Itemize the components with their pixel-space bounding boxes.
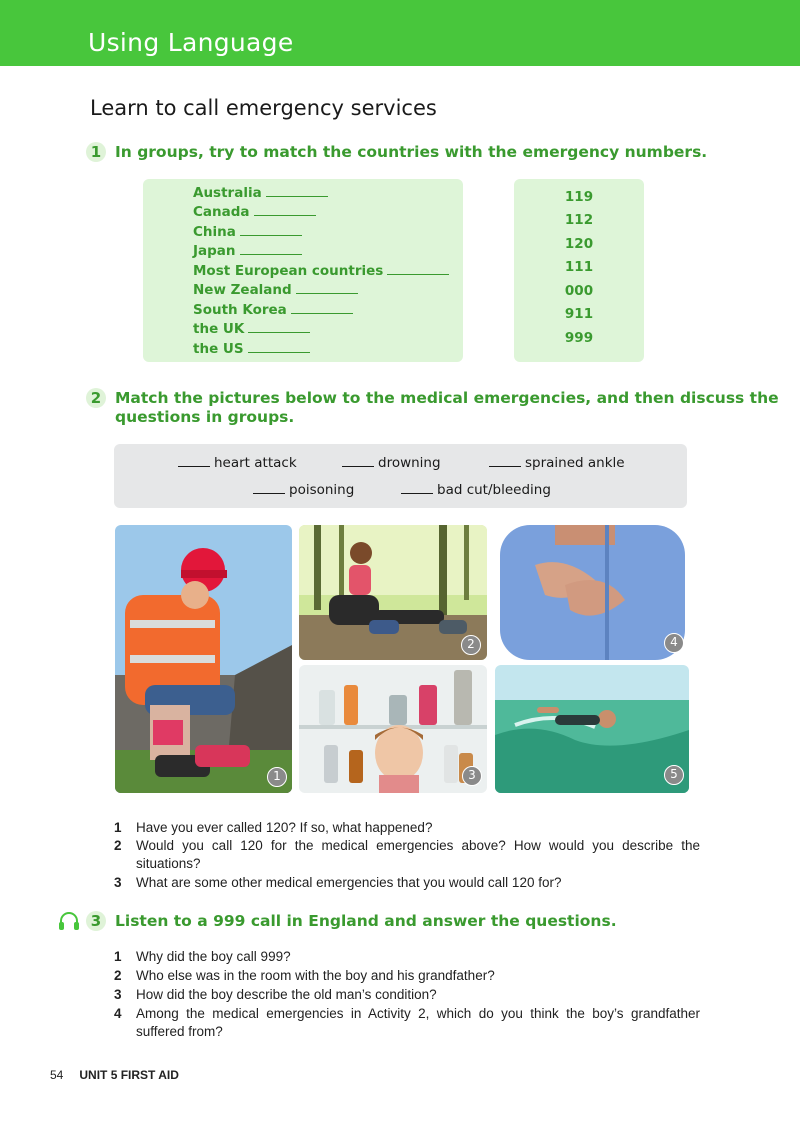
page-header-title: Using Language bbox=[88, 28, 294, 57]
choice-heart-attack: heart attack bbox=[178, 455, 297, 471]
photo-bad-cut bbox=[115, 525, 292, 793]
emergency-number: 120 bbox=[564, 236, 594, 252]
emergency-number: 112 bbox=[564, 212, 594, 228]
country-item: the UK bbox=[193, 321, 310, 337]
choice-drowning: drowning bbox=[342, 455, 441, 471]
choice-poisoning: poisoning bbox=[253, 482, 354, 498]
emergency-number: 999 bbox=[564, 330, 594, 346]
page-footer bbox=[50, 1068, 179, 1082]
country-item: the US bbox=[193, 341, 310, 357]
section-title: Learn to call emergency services bbox=[90, 96, 437, 120]
headphones-icon bbox=[58, 911, 80, 931]
activity-2-number: 2 bbox=[86, 388, 106, 408]
photo-sprained-ankle bbox=[299, 525, 487, 660]
activity-1-number: 1 bbox=[86, 142, 106, 162]
emergency-number: 111 bbox=[564, 259, 594, 275]
activity-2-instruction-line1: Match the pictures below to the medical emergencies, and then discuss the bbox=[115, 389, 779, 407]
activity-3-number: 3 bbox=[86, 911, 106, 931]
emergency-number: 119 bbox=[564, 189, 594, 205]
activity-3-instruction: Listen to a 999 call in England and answer the questions. bbox=[115, 912, 617, 930]
country-item: Canada bbox=[193, 204, 316, 220]
choice-sprained-ankle: sprained ankle bbox=[489, 455, 625, 471]
country-item: South Korea bbox=[193, 302, 353, 318]
country-item: Australia bbox=[193, 185, 328, 201]
emergency-number: 911 bbox=[564, 306, 594, 322]
photo-heart-attack bbox=[495, 525, 689, 660]
photo-label: 4 bbox=[664, 633, 684, 653]
emergency-number: 000 bbox=[564, 283, 594, 299]
activity-2-instruction-line2: questions in groups. bbox=[115, 408, 295, 426]
photo-label: 1 bbox=[267, 767, 287, 787]
photo-label: 3 bbox=[462, 766, 482, 786]
activity-1-instruction: In groups, try to match the countries with the emergency numbers. bbox=[115, 143, 708, 161]
photo-label: 5 bbox=[664, 765, 684, 785]
emergencies-choice-box bbox=[114, 444, 687, 508]
unit-title: UNIT 5 FIRST AID bbox=[79, 1068, 179, 1082]
choice-bad-cut: bad cut/bleeding bbox=[401, 482, 551, 498]
photo-label: 2 bbox=[461, 635, 481, 655]
country-item: China bbox=[193, 224, 302, 240]
photo-poisoning bbox=[299, 665, 487, 793]
country-item: Most European countries bbox=[193, 263, 449, 279]
country-item: Japan bbox=[193, 243, 302, 259]
country-item: New Zealand bbox=[193, 282, 358, 298]
page-number: 54 bbox=[50, 1068, 64, 1082]
photo-drowning bbox=[495, 665, 689, 793]
